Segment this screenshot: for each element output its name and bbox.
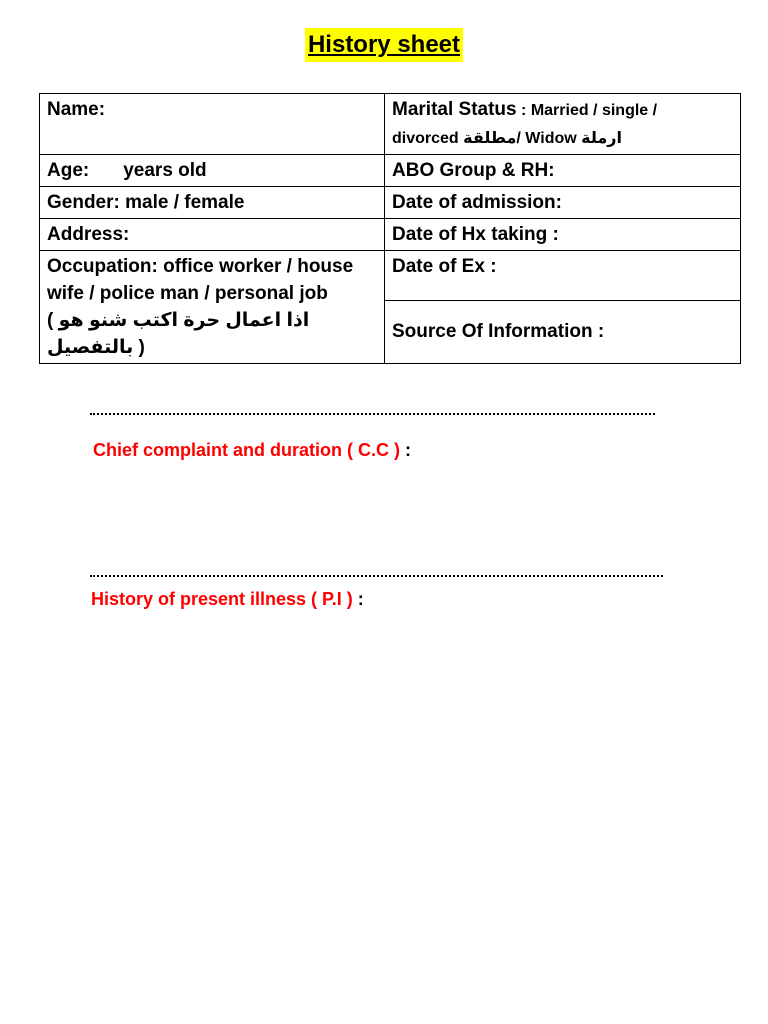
address-cell: [40, 219, 385, 251]
table-row: [40, 187, 741, 219]
source-label: Source Of Information :: [392, 321, 605, 343]
ex-date-label: Date of Ex :: [392, 256, 497, 277]
abo-cell: [385, 155, 741, 187]
patient-info-table: [39, 93, 741, 364]
marital-status-label: Marital Status: [392, 99, 517, 120]
table-row: [40, 251, 741, 301]
hx-taking-cell: [385, 219, 741, 251]
occupation-line-3: ( اذا اعمال حرة اكتب شنو هو بالتفصيل ): [47, 310, 310, 358]
admission-label: Date of admission:: [392, 192, 562, 213]
age-cell: [40, 155, 385, 187]
name-cell: [40, 94, 385, 155]
dotted-divider-2: [90, 575, 663, 577]
source-cell: [385, 300, 741, 363]
present-illness-heading: [91, 589, 364, 610]
present-illness-label: History of present illness ( P.I ): [91, 589, 353, 609]
chief-complaint-colon: :: [400, 440, 411, 460]
chief-complaint-label: Chief complaint and duration ( C.C ): [93, 440, 400, 460]
age-suffix: years old: [123, 160, 207, 181]
occupation-line-2: wife / police man / personal job: [47, 283, 328, 304]
chief-complaint-heading: [93, 440, 411, 461]
table-row: [40, 94, 741, 155]
occupation-cell: [40, 251, 385, 364]
present-illness-colon: :: [352, 589, 364, 609]
gender-label: Gender: male / female: [47, 192, 245, 213]
marital-status-options: : Married / single /: [516, 102, 658, 119]
marital-status-cell: [385, 94, 741, 155]
gender-cell: [40, 187, 385, 219]
admission-cell: [385, 187, 741, 219]
marital-status-options-2: divorced مطلقة/ Widow ارملة: [392, 130, 622, 147]
title-container: [0, 28, 768, 62]
hx-taking-label: Date of Hx taking :: [392, 224, 559, 245]
address-label: Address:: [47, 224, 130, 245]
dotted-divider: [90, 413, 655, 415]
page-title: History sheet: [305, 28, 463, 62]
age-label: Age:: [47, 160, 90, 181]
occupation-line-1: Occupation: office worker / house: [47, 256, 354, 277]
table-row: [40, 155, 741, 187]
table-row: [40, 219, 741, 251]
ex-date-cell: [385, 251, 741, 301]
name-label: Name:: [47, 99, 106, 120]
abo-label: ABO Group & RH:: [392, 160, 555, 181]
